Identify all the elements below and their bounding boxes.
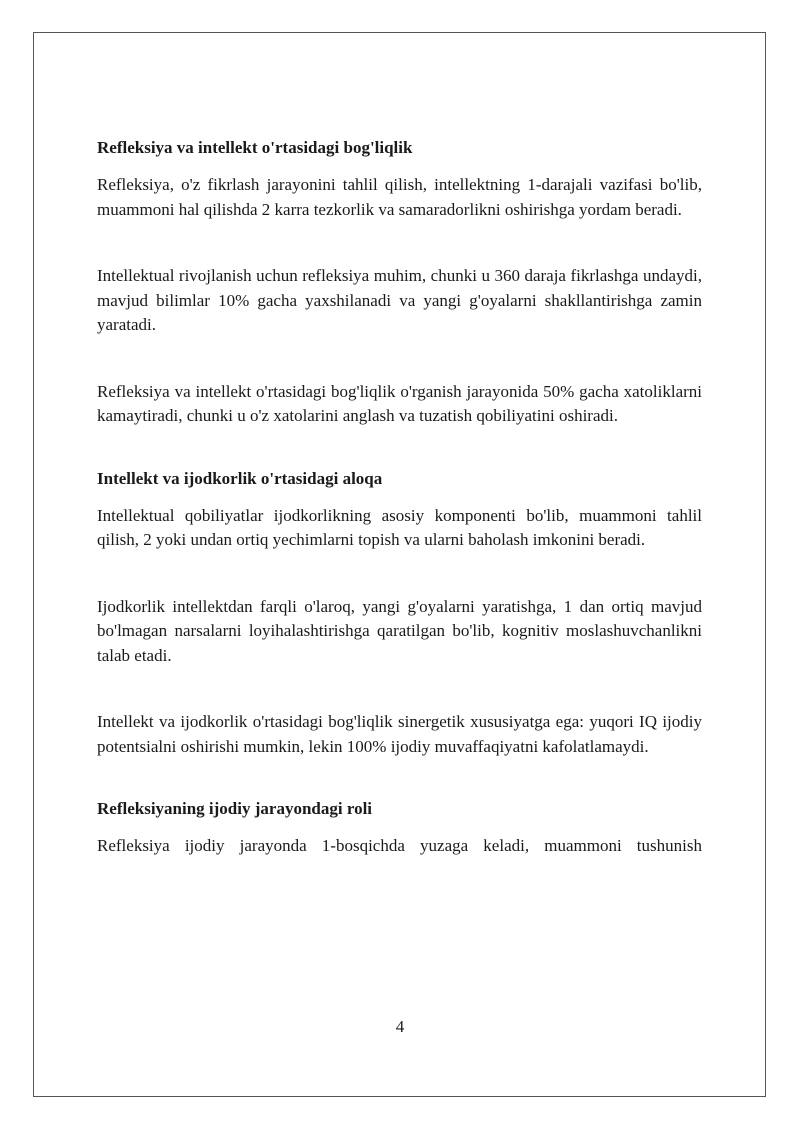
section-heading: Intellekt va ijodkorlik o'rtasidagi aloqa (97, 468, 383, 488)
paragraph: Ijodkorlik intellektdan farqli o'laroq, yangi g'oyalarni yaratishga, 1 dan ortiq mavjud bo'lmagan narsalarni loyihalashtirishga qaratilgan bo'lib, kognitiv moslashuvchanlikni talab etadi. (97, 596, 702, 665)
paragraph: Refleksiya, o'z fikrlash jarayonini tahlil qilish, intellektning 1-darajali vazifasi bo'lib, muammoni hal qilishda 2 karra tezkorlik va samaradorlikni oshirishga yordam beradi. (97, 175, 702, 219)
section-reflection-intellect (97, 136, 702, 429)
paragraph: Refleksiya ijodiy jarayonda 1-bosqichda yuzaga keladi, muammoni tushunish (97, 836, 702, 855)
paragraph: Intellektual qobiliyatlar ijodkorlikning asosiy komponenti bo'lib, muammoni tahlil qilish, 2 yoki undan ortiq yechimlarni topish va ularni baholash imkonini beradi. (97, 505, 702, 549)
paragraph: Intellekt va ijodkorlik o'rtasidagi bog'liqlik sinergetik xususiyatga ega: yuqori IQ ijodiy potentsialni oshirishi mumkin, lekin 100% ijodiy muvaffaqiyatni kafolatlamaydi. (97, 712, 702, 756)
section-reflection-creative-role (97, 797, 702, 859)
section-heading: Refleksiyaning ijodiy jarayondagi roli (97, 799, 373, 818)
page-number: 4 (395, 1017, 405, 1036)
section-intellect-creativity (97, 467, 702, 760)
paragraph: Refleksiya va intellekt o'rtasidagi bog'liqlik o'rganish jarayonida 50% gacha xatoliklarni kamaytiradi, chunki u o'z xatolarini anglash va tuzatish qobiliyatini oshiradi. (97, 381, 702, 425)
section-heading: Refleksiya va intellekt o'rtasidagi bog'liqlik (97, 138, 413, 157)
document-body (97, 136, 702, 859)
paragraph: Intellektual rivojlanish uchun refleksiya muhim, chunki u 360 daraja fikrlashga undaydi, mavjud bilimlar 10% gacha yaxshilanadi va yangi g'oyalarni shakllantirishga zamin yaratadi. (97, 266, 702, 334)
